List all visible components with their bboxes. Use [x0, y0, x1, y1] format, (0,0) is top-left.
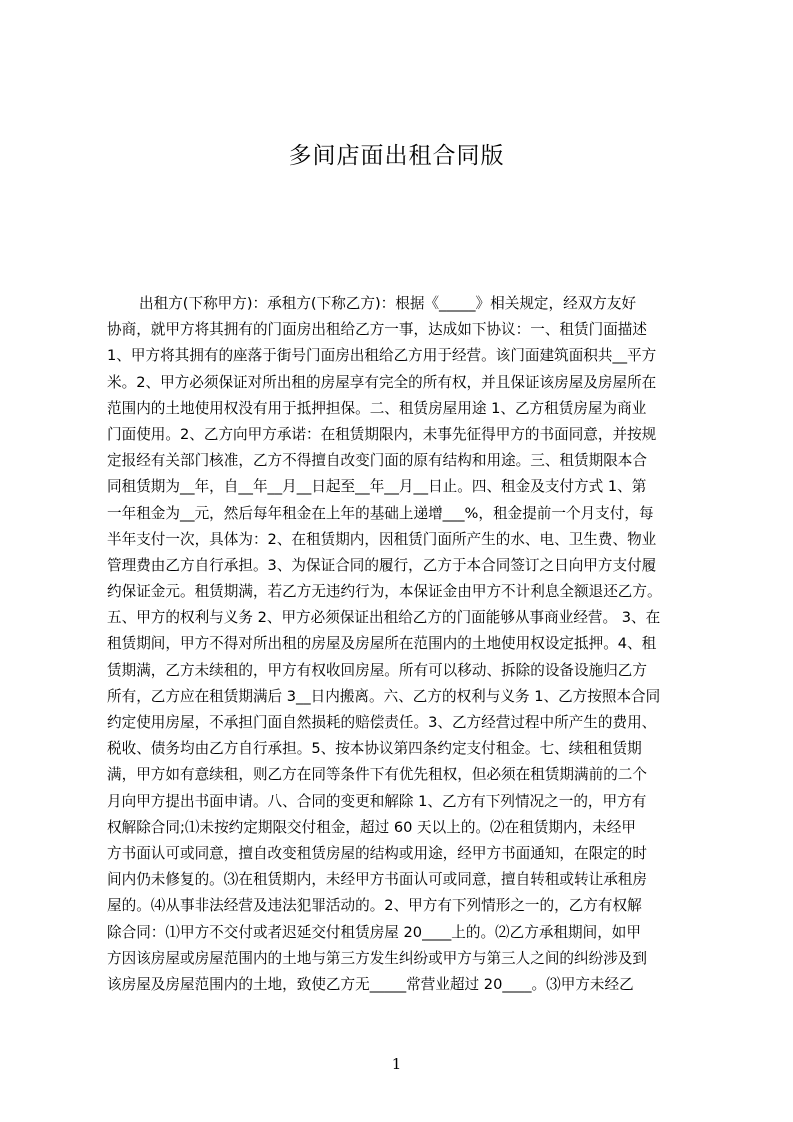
contract-body — [107, 291, 698, 998]
text-line: 方因该房屋或房屋范围内的土地与第三方发生纠纷或甲方与第三人之间的纠纷涉及到 — [107, 949, 647, 967]
text-line: 权解除合同;⑴未按约定期限交付租金，超过 60 天以上的。⑵在租赁期内，未经甲 — [107, 818, 636, 836]
text-line: 门面使用。2、乙方向甲方承诺：在租赁期限内，未事先征得甲方的书面同意，并按规 — [107, 425, 657, 443]
text-line: 五、甲方的权利与义务 2、甲方必须保证出租给乙方的门面能够从事商业经营。 3、在 — [107, 609, 661, 627]
text-line: 同租赁期为__年，自__年__月__日起至__年__月__日止。四、租金及支付方式 1、第 — [107, 478, 647, 496]
text-line: 米。2、甲方必须保证对所出租的房屋享有完全的所有权，并且保证该房屋及房屋所在 — [107, 373, 657, 391]
text-line: 所有，乙方应在租赁期满后 3__日内搬离。六、乙方的权利与义务 1、乙方按照本合同 — [107, 687, 661, 705]
text-line: 1、甲方将其拥有的座落于街号门面房出租给乙方用于经营。该门面建筑面积共__平方 — [107, 347, 657, 365]
text-line: 范围内的土地使用权没有用于抵押担保。二、租赁房屋用途 1、乙方租赁房屋为商业 — [107, 399, 647, 417]
text-line: 约定使用房屋，不承担门面自然损耗的赔偿责任。3、乙方经营过程中所产生的费用、 — [107, 714, 657, 731]
text-line: 协商，就甲方将其拥有的门面房出租给乙方一事，达成如下协议：一、租赁门面描述 — [107, 321, 647, 339]
text-line: 管理费由乙方自行承担。3、为保证合同的履行，乙方于本合同签订之日向甲方支付履 — [107, 556, 657, 574]
text-line: 半年支付一次，具体为：2、在租赁期内，因租赁门面所产生的水、电、卫生费、物业 — [107, 530, 657, 548]
text-line: 满，甲方如有意续租，则乙方在同等条件下有优先租权，但必须在租赁期满前的二个 — [107, 766, 647, 784]
text-line: 月向甲方提出书面申请。八、合同的变更和解除 1、乙方有下列情况之一的，甲方有 — [107, 792, 647, 810]
document-title: 多间店面出租合同版 — [288, 143, 505, 169]
text-line: 间内仍未修复的。⑶在租赁期内，未经甲方书面认可或同意，擅自转租或转让承租房 — [107, 871, 647, 889]
text-line: 屋的。⑷从事非法经营及违法犯罪活动的。2、甲方有下列情形之一的，乙方有权解 — [107, 897, 642, 915]
text-line: 该房屋及房屋范围内的土地，致使乙方无_____常营业超过 20____。⑶甲方未经乙 — [107, 975, 634, 993]
text-line: 约保证金元。租赁期满，若乙方无违约行为，本保证金由甲方不计利息全额退还乙方。 — [107, 583, 662, 601]
text-line: 租赁期间，甲方不得对所出租的房屋及房屋所在范围内的土地使用权设定抵押。4、租 — [107, 635, 657, 653]
text-line: 一年租金为__元，然后每年租金在上年的基础上递增___%，租金提前一个月支付，每 — [107, 504, 654, 522]
text-line: 赁期满，乙方未续租的，甲方有权收回房屋。所有可以移动、拆除的设备设施归乙方 — [107, 661, 647, 679]
text-line: 税收、债务均由乙方自行承担。5、按本协议第四条约定支付租金。七、续租租赁期 — [107, 740, 642, 758]
text-line: 方书面认可或同意，擅自改变租赁房屋的结构或用途，经甲方书面通知，在限定的时 — [107, 844, 647, 862]
text-line: 出租方(下称甲方)：承租方(下称乙方)：根据《_____》相关规定，经双方友好 — [139, 295, 637, 312]
text-line: 定报经有关部门核准，乙方不得擅自改变门面的原有结构和用途。三、租赁期限本合 — [107, 452, 647, 470]
text-line: 除合同：⑴甲方不交付或者迟延交付租赁房屋 20____上的。⑵乙方承租期间，如甲 — [107, 923, 641, 941]
page-number: 1 — [391, 1055, 402, 1073]
